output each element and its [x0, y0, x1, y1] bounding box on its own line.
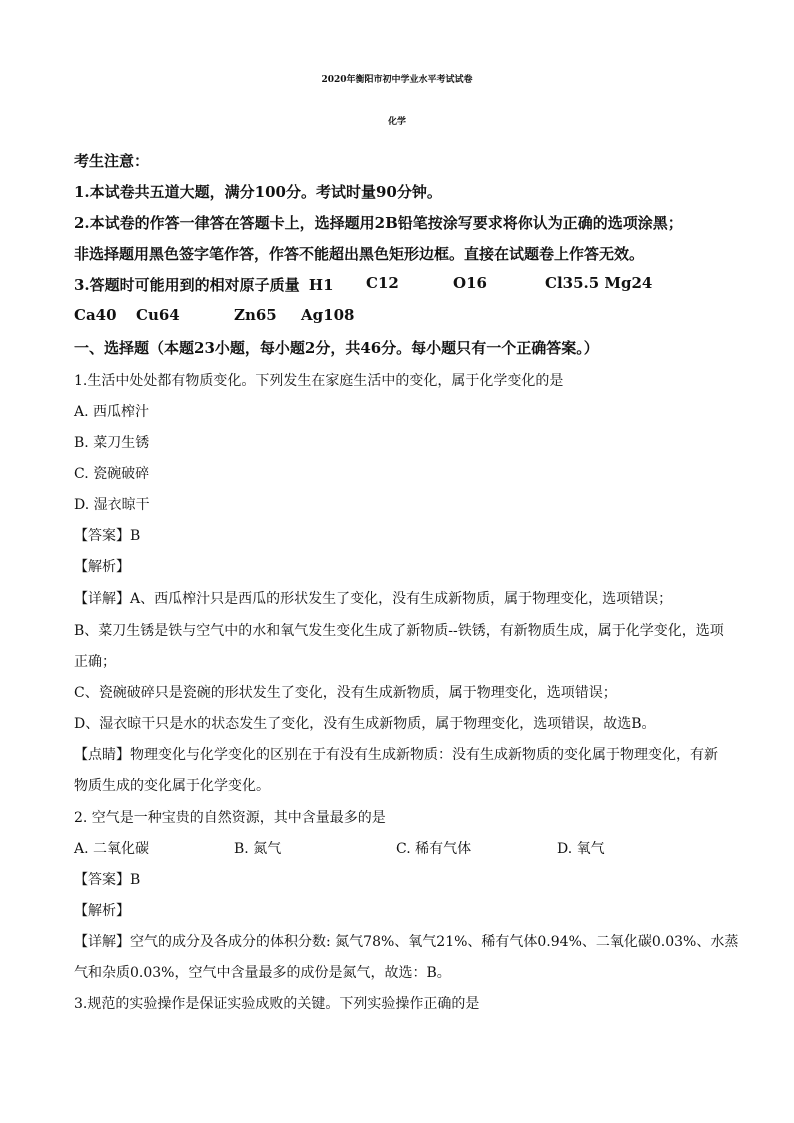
- q2-option-a: A. 二氧化碳: [74, 841, 150, 857]
- q2-option-c: C. 稀有气体: [396, 841, 472, 857]
- q3-stem: 3.规范的实验操作是保证实验成败的关键。下列实验操作正确的是: [74, 996, 480, 1012]
- q1-stem: 1.生活中处处都有物质变化。下列发生在家庭生活中的变化，属于化学变化的是: [74, 373, 564, 389]
- detail-text: A、西瓜榨汁只是西瓜的形状发生了变化，没有生成新物质，属于物理变化，选项错误；: [130, 591, 673, 607]
- q1-point: [74, 744, 718, 764]
- q1-option-b: B. 菜刀生锈: [74, 435, 150, 451]
- q2-detail-b: 气和杂质0.03%，空气中含量最多的成份是氮气，故选：B。: [74, 965, 451, 981]
- q2-stem: 2. 空气是一种宝贵的自然资源，其中含量最多的是: [74, 810, 386, 826]
- mass-ag: Ag108: [301, 306, 355, 324]
- section-1-heading: 一、选择题（本题23小题，每小题2分，共46分。每小题只有一个正确答案。）: [74, 339, 599, 357]
- point-tag: 【点睛】: [74, 747, 130, 763]
- q1-detail-2a: B、菜刀生锈是铁与空气中的水和氧气发生变化生成了新物质--铁锈，有新物质生成，属于化学变化，选项: [74, 623, 724, 639]
- detail-text: 空气的成分及各成分的体积分数: 氮气78%、氧气21%、稀有气体0.94%、二氧化碳0.03%、水蒸: [130, 934, 739, 950]
- q1-detail-3: C、瓷碗破碎只是瓷碗的形状发生了变化，没有生成新物质，属于物理变化，选项错误；: [74, 685, 617, 701]
- notice-item-1: 1.本试卷共五道大题，满分100分。考试时量90分钟。: [74, 183, 442, 201]
- q2-answer: [74, 869, 140, 889]
- mass-ca: Ca40: [74, 306, 117, 324]
- paper-title: 2020年衡阳市初中学业水平考试试卷: [321, 75, 473, 85]
- q2-option-b: B. 氮气: [234, 841, 282, 857]
- mass-cl-mg: Cl35.5 Mg24: [545, 274, 653, 292]
- q1-detail-4: D、湿衣晾干只是水的状态发生了变化，没有生成新物质，属于物理变化，选项错误，故选B。: [74, 716, 656, 732]
- atomic-mass-label: 3.答题时可能用到的相对原子质量: [74, 276, 300, 294]
- mass-o: O16: [453, 274, 487, 292]
- notice-item-2a: 2.本试卷的作答一律答在答题卡上，选择题用2B铅笔按涂写要求将你认为正确的选项涂黑；: [74, 214, 683, 232]
- q1-point-b: 物质生成的变化属于化学变化。: [74, 778, 270, 794]
- mass-c: C12: [366, 274, 399, 292]
- answer-value: B: [130, 528, 141, 544]
- answer-value: B: [130, 872, 141, 888]
- q1-option-c: C. 瓷碗破碎: [74, 466, 150, 482]
- q1-option-a: A. 西瓜榨汁: [74, 404, 150, 420]
- q1-detail-1: [74, 588, 672, 608]
- notice-item-2b: 非选择题用黑色签字笔作答，作答不能超出黑色矩形边框。直接在试题卷上作答无效。: [74, 245, 645, 263]
- q1-option-d: D. 湿衣晾干: [74, 497, 150, 513]
- mass-cu: Cu64: [136, 306, 180, 324]
- q2-detail-a: [74, 931, 738, 951]
- q1-detail-2b: 正确；: [74, 654, 116, 670]
- q1-analysis-tag: 【解析】: [74, 559, 130, 575]
- point-text: 物理变化与化学变化的区别在于有没有生成新物质：没有生成新物质的变化属于物理变化，有新: [130, 747, 718, 763]
- notice-heading: 考生注意：: [74, 152, 150, 170]
- q1-answer: [74, 525, 140, 545]
- detail-tag: 【详解】: [74, 591, 130, 607]
- mass-zn: Zn65: [234, 306, 277, 324]
- subject-title: 化学: [387, 117, 406, 127]
- answer-tag: 【答案】: [74, 872, 130, 888]
- notice-item-3: [74, 274, 334, 295]
- q2-option-d: D. 氧气: [557, 841, 605, 857]
- detail-tag: 【详解】: [74, 934, 130, 950]
- q2-analysis-tag: 【解析】: [74, 903, 130, 919]
- mass-h: H1: [308, 276, 334, 294]
- answer-tag: 【答案】: [74, 528, 130, 544]
